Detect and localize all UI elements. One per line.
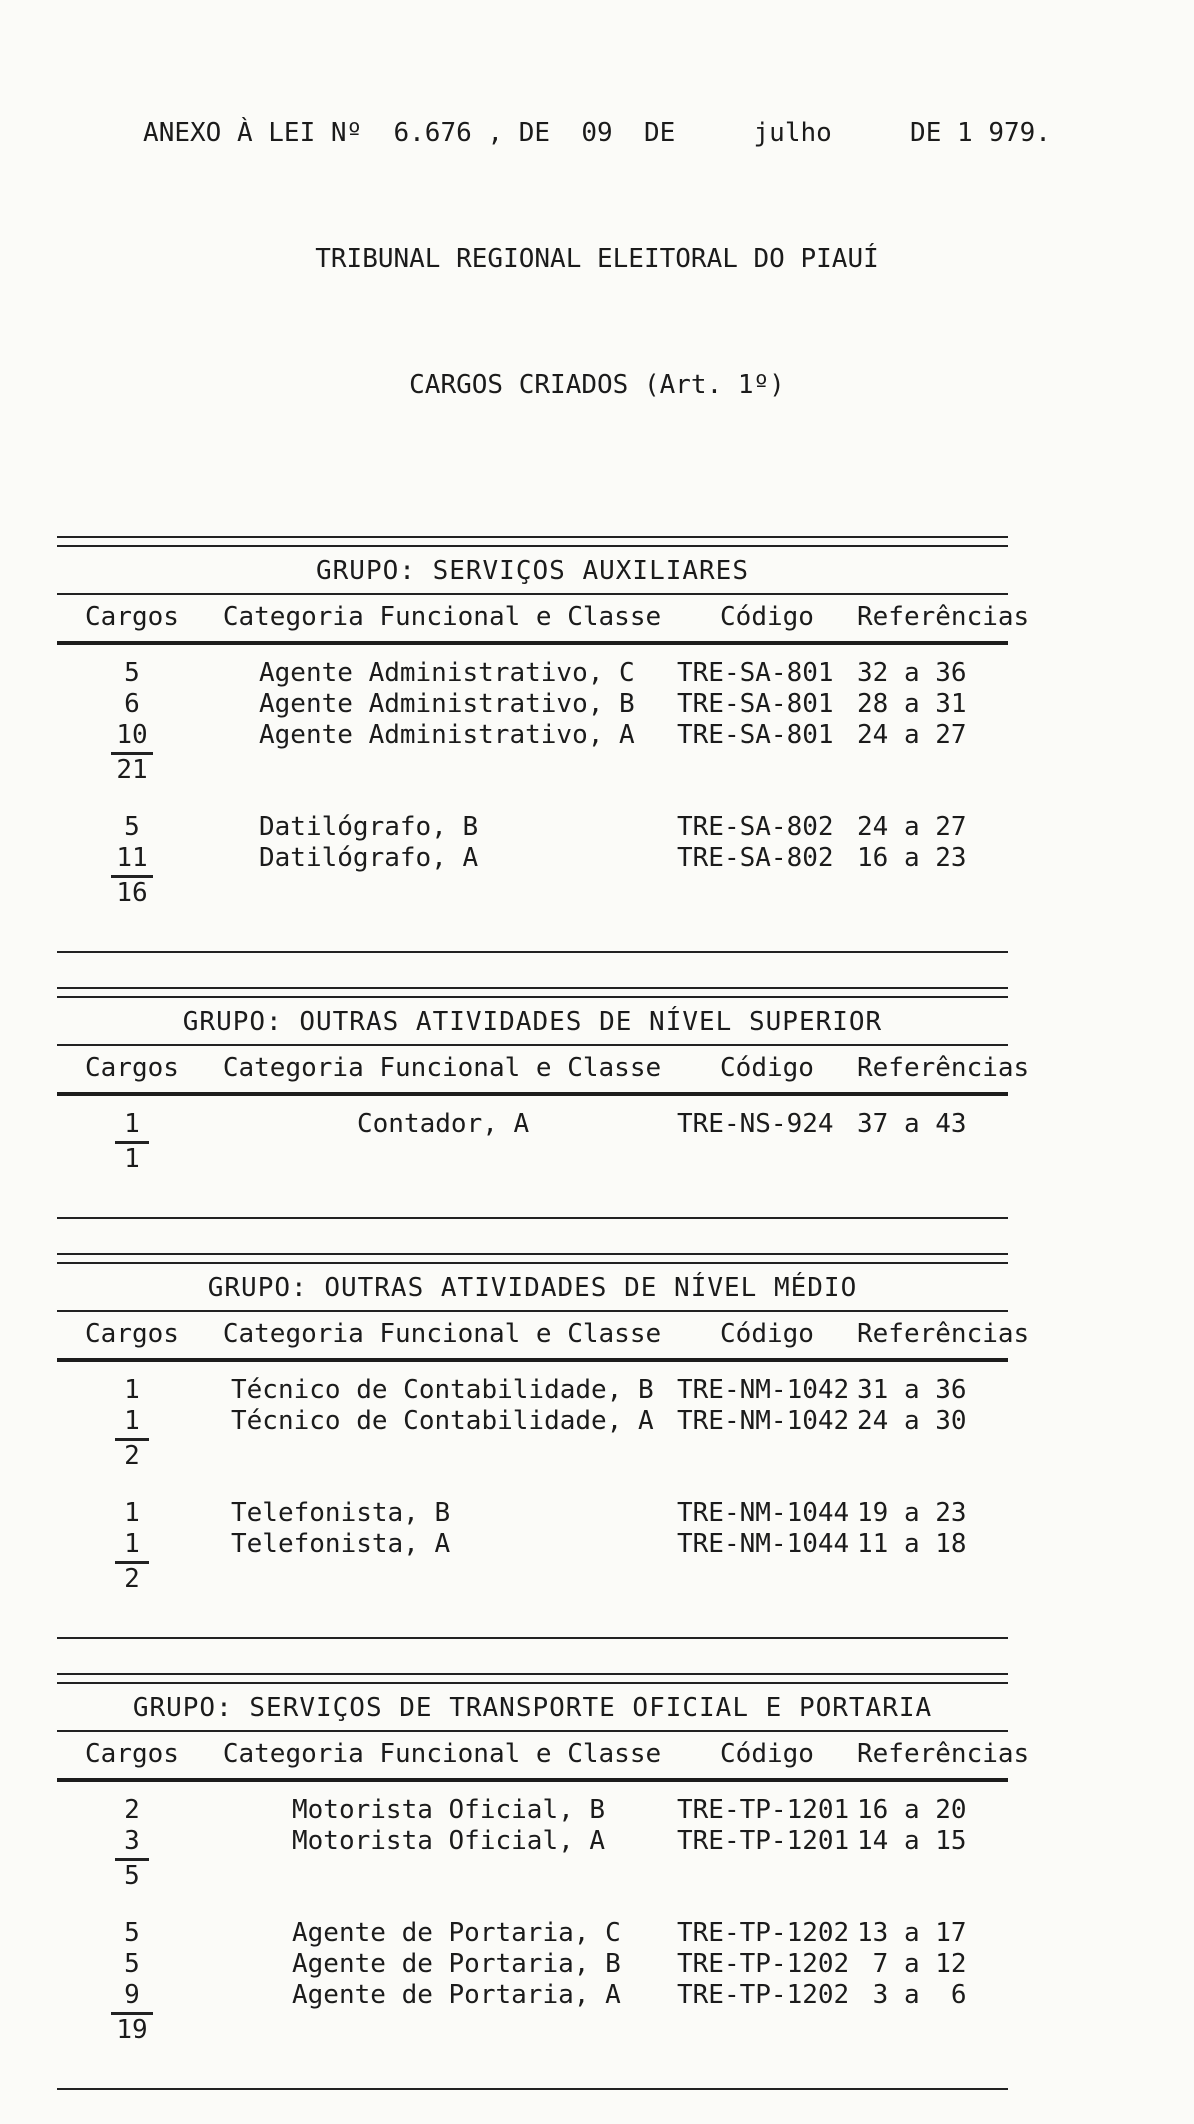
group-section-nivel-superior xyxy=(57,987,1030,1219)
document-title-line1: ANEXO À LEI Nº 6.676 , DE 09 DE julho DE 1 979. xyxy=(143,118,1051,148)
cell-codigo: TRE-SA-802 xyxy=(677,812,834,842)
subtotal-value: 2 xyxy=(115,1561,149,1595)
subtotal-row xyxy=(57,1561,1008,1595)
table-row xyxy=(57,1109,1008,1140)
cell-categoria: Datilógrafo, B xyxy=(259,812,479,842)
section-bottom-divider xyxy=(57,1637,1008,1639)
cell-cargos: 5 xyxy=(124,1918,140,1948)
cell-codigo: TRE-SA-801 xyxy=(677,658,834,688)
column-header-codigo: Código xyxy=(720,1739,814,1769)
cell-categoria: Agente Administrativo, B xyxy=(259,689,635,719)
table-row xyxy=(57,1795,1008,1826)
column-header-cargos: Cargos xyxy=(85,1053,179,1083)
cell-codigo: TRE-NM-1044 xyxy=(677,1529,850,1559)
section-top-divider xyxy=(57,536,1008,547)
cell-referencias: 28 a 31 xyxy=(857,689,967,719)
cell-referencias: 16 a 23 xyxy=(857,843,967,873)
cell-cargos: 1 xyxy=(124,1375,140,1405)
table-body xyxy=(57,645,1008,951)
cell-codigo: TRE-SA-801 xyxy=(677,689,834,719)
cell-categoria: Técnico de Contabilidade, B xyxy=(231,1375,654,1405)
section-top-divider xyxy=(57,1673,1008,1684)
cell-cargos: 1 xyxy=(124,1406,140,1436)
cell-categoria: Contador, A xyxy=(357,1109,530,1139)
column-header-categoria: Categoria Funcional e Classe xyxy=(222,1053,662,1083)
cell-referencias: 31 a 36 xyxy=(857,1375,967,1405)
column-header-categoria: Categoria Funcional e Classe xyxy=(222,1319,662,1349)
subtotal-value: 1 xyxy=(115,1141,149,1175)
cell-referencias: 3 a 6 xyxy=(857,1980,967,2010)
column-header-categoria: Categoria Funcional e Classe xyxy=(222,602,662,632)
table-row xyxy=(57,843,1008,874)
subtotal-row xyxy=(57,1438,1008,1472)
cell-referencias: 24 a 27 xyxy=(857,720,967,750)
table-row xyxy=(57,1826,1008,1857)
cell-referencias: 16 a 20 xyxy=(857,1795,967,1825)
cell-referencias: 24 a 27 xyxy=(857,812,967,842)
cell-categoria: Agente de Portaria, C xyxy=(292,1918,621,1948)
cell-cargos: 6 xyxy=(124,689,140,719)
group-title: GRUPO: SERVIÇOS AUXILIARES xyxy=(316,556,749,586)
row-block xyxy=(57,658,1008,786)
cell-codigo: TRE-TP-1202 xyxy=(677,1949,850,1979)
subtotal-row xyxy=(57,875,1008,909)
cell-codigo: TRE-TP-1201 xyxy=(677,1795,850,1825)
section-bottom-divider xyxy=(57,2088,1008,2090)
subtotal-value: 16 xyxy=(111,875,152,909)
cell-referencias: 24 a 30 xyxy=(857,1406,967,1436)
group-title: GRUPO: OUTRAS ATIVIDADES DE NÍVEL SUPERIOR xyxy=(182,1007,883,1037)
cell-categoria: Técnico de Contabilidade, A xyxy=(231,1406,654,1436)
cell-categoria: Agente Administrativo, C xyxy=(259,658,635,688)
cell-categoria: Telefonista, A xyxy=(231,1529,451,1559)
section-top-divider xyxy=(57,1253,1008,1264)
table-header-row xyxy=(57,1732,1030,1778)
row-block xyxy=(57,1918,1008,2046)
row-block xyxy=(57,1498,1008,1595)
cell-cargos: 1 xyxy=(124,1529,140,1559)
column-header-referencias: Referências xyxy=(857,1739,1030,1769)
column-header-codigo: Código xyxy=(720,602,814,632)
cell-cargos: 5 xyxy=(124,1949,140,1979)
column-header-codigo: Código xyxy=(720,1053,814,1083)
row-block xyxy=(57,1795,1008,1892)
group-section-nivel-medio xyxy=(57,1253,1030,1639)
cell-cargos: 5 xyxy=(124,812,140,842)
group-section-transporte-portaria xyxy=(57,1673,1030,2090)
subtotal-row xyxy=(57,2012,1008,2046)
column-header-cargos: Cargos xyxy=(85,1739,179,1769)
cell-referencias: 11 a 18 xyxy=(857,1529,967,1559)
cell-cargos: 1 xyxy=(124,1498,140,1528)
cell-codigo: TRE-TP-1202 xyxy=(677,1918,850,1948)
subtotal-value: 2 xyxy=(115,1438,149,1472)
cell-referencias: 19 a 23 xyxy=(857,1498,967,1528)
table-row xyxy=(57,689,1008,720)
table-row xyxy=(57,1498,1008,1529)
column-header-cargos: Cargos xyxy=(85,602,179,632)
group-title: GRUPO: SERVIÇOS DE TRANSPORTE OFICIAL E PORTARIA xyxy=(132,1693,933,1723)
cell-referencias: 32 a 36 xyxy=(857,658,967,688)
cell-cargos: 3 xyxy=(124,1826,140,1856)
table-row xyxy=(57,1406,1008,1437)
table-row xyxy=(57,658,1008,689)
cell-referencias: 13 a 17 xyxy=(857,1918,967,1948)
document-title-line3: CARGOS CRIADOS (Art. 1º) xyxy=(409,370,785,400)
subtotal-value: 19 xyxy=(111,2012,152,2046)
subtotal-row xyxy=(57,1858,1008,1892)
cell-codigo: TRE-NS-924 xyxy=(677,1109,834,1139)
table-row xyxy=(57,1949,1008,1980)
cell-categoria: Agente Administrativo, A xyxy=(259,720,635,750)
section-bottom-divider xyxy=(57,1217,1008,1219)
table-row xyxy=(57,1375,1008,1406)
subtotal-value: 5 xyxy=(115,1858,149,1892)
subtotal-value: 21 xyxy=(111,752,152,786)
row-block xyxy=(57,1109,1008,1175)
column-header-referencias: Referências xyxy=(857,1053,1030,1083)
table-body xyxy=(57,1782,1008,2088)
row-block xyxy=(57,1375,1008,1472)
table-row xyxy=(57,1529,1008,1560)
cell-cargos: 10 xyxy=(116,720,148,750)
cell-referencias: 7 a 12 xyxy=(857,1949,967,1979)
table-body xyxy=(57,1362,1008,1637)
cell-codigo: TRE-SA-801 xyxy=(677,720,834,750)
group-title: GRUPO: OUTRAS ATIVIDADES DE NÍVEL MÉDIO xyxy=(207,1273,858,1303)
cell-codigo: TRE-NM-1042 xyxy=(677,1406,850,1436)
cell-codigo: TRE-SA-802 xyxy=(677,843,834,873)
section-bottom-divider xyxy=(57,951,1008,953)
cell-codigo: TRE-TP-1202 xyxy=(677,1980,850,2010)
cell-referencias: 37 a 43 xyxy=(857,1109,967,1139)
cell-categoria: Agente de Portaria, A xyxy=(292,1980,621,2010)
group-section-servicos-auxiliares xyxy=(57,536,1030,953)
cell-codigo: TRE-NM-1044 xyxy=(677,1498,850,1528)
subtotal-row xyxy=(57,752,1008,786)
table-header-row xyxy=(57,1312,1030,1358)
cell-cargos: 5 xyxy=(124,658,140,688)
table-row xyxy=(57,1918,1008,1949)
subtotal-row xyxy=(57,1141,1008,1175)
cell-codigo: TRE-NM-1042 xyxy=(677,1375,850,1405)
column-header-categoria: Categoria Funcional e Classe xyxy=(222,1739,662,1769)
section-top-divider xyxy=(57,987,1008,998)
column-header-codigo: Código xyxy=(720,1319,814,1349)
column-header-referencias: Referências xyxy=(857,1319,1030,1349)
table-body xyxy=(57,1096,1008,1217)
cell-categoria: Telefonista, B xyxy=(231,1498,451,1528)
cell-cargos: 2 xyxy=(124,1795,140,1825)
column-header-referencias: Referências xyxy=(857,602,1030,632)
column-header-cargos: Cargos xyxy=(85,1319,179,1349)
cell-categoria: Datilógrafo, A xyxy=(259,843,479,873)
table-row xyxy=(57,812,1008,843)
table-row xyxy=(57,720,1008,751)
document-title xyxy=(0,28,1194,490)
cell-categoria: Agente de Portaria, B xyxy=(292,1949,621,1979)
cell-cargos: 11 xyxy=(116,843,148,873)
cell-cargos: 9 xyxy=(124,1980,140,2010)
cell-referencias: 14 a 15 xyxy=(857,1826,967,1856)
document-title-line2: TRIBUNAL REGIONAL ELEITORAL DO PIAUÍ xyxy=(315,244,879,274)
cell-codigo: TRE-TP-1201 xyxy=(677,1826,850,1856)
table-header-row xyxy=(57,595,1030,641)
cell-categoria: Motorista Oficial, B xyxy=(292,1795,606,1825)
table-row xyxy=(57,1980,1008,2011)
cell-categoria: Motorista Oficial, A xyxy=(292,1826,606,1856)
row-block xyxy=(57,812,1008,909)
table-header-row xyxy=(57,1046,1030,1092)
cell-cargos: 1 xyxy=(124,1109,140,1139)
